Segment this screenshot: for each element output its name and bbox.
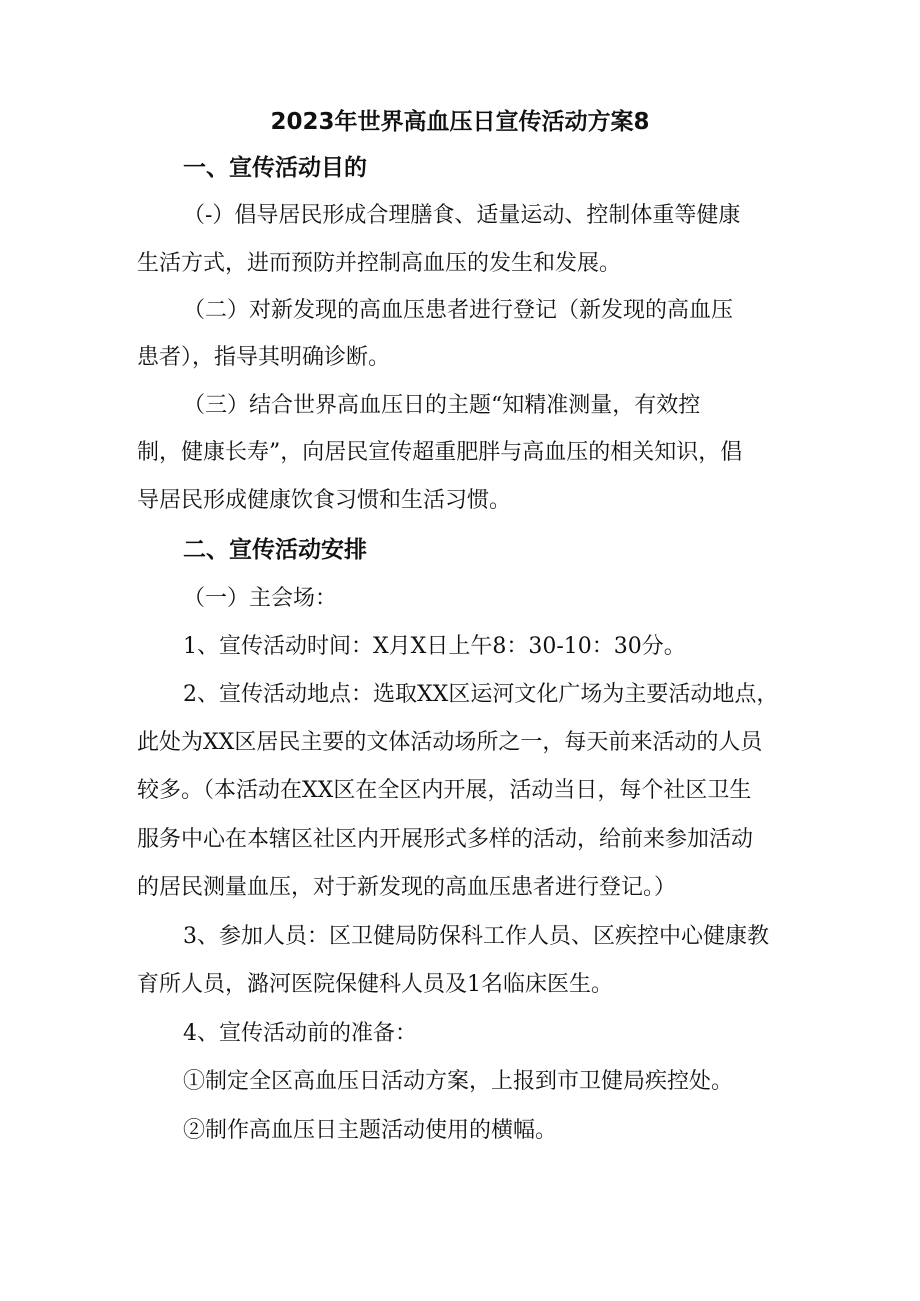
paragraph-line: 4、宣传活动前的准备： bbox=[183, 1021, 417, 1046]
paragraph-line: （二）对新发现的高血压患者进行登记（新发现的高血压 bbox=[183, 298, 734, 323]
paragraph-line: 1、宣传活动时间：X月X日上午8：30-10：30分。 bbox=[183, 634, 686, 659]
paragraph-line: ②制作高血压日主题活动使用的横幅。 bbox=[183, 1118, 558, 1143]
paragraph-line: （一）主会场： bbox=[183, 586, 338, 611]
paragraph-line: 育所人员，潞河医院保健科人员及1名临床医生。 bbox=[137, 972, 613, 997]
paragraph-line: 制，健康长寿”，向居民宣传超重肥胖与高血压的相关知识，倡 bbox=[137, 440, 743, 465]
paragraph-line: 的居民测量血压，对于新发现的高血压患者进行登记。） bbox=[137, 875, 677, 900]
document-title: 2023年世界高血压日宣传活动方案8 bbox=[270, 109, 650, 135]
paragraph-line: （三）结合世界高血压日的主题“知精准测量，有效控 bbox=[183, 393, 701, 418]
paragraph-line: ①制定全区高血压日活动方案，上报到市卫健局疾控处。 bbox=[183, 1069, 734, 1094]
paragraph-line: 此处为XX区居民主要的文体活动场所之一，每天前来活动的人员 bbox=[137, 730, 763, 755]
paragraph-line: 较多。（本活动在XX区在全区内开展，活动当日，每个社区卫生 bbox=[137, 778, 752, 803]
paragraph-line: 生活方式，进而预防并控制高血压的发生和发展。 bbox=[137, 251, 622, 276]
paragraph-line: 服务中心在本辖区社区内开展形式多样的活动，给前来参加活动 bbox=[137, 827, 754, 852]
paragraph-line: 患者），指导其明确诊断。 bbox=[137, 345, 391, 370]
section-1-heading: 一、宣传活动目的 bbox=[183, 155, 367, 181]
paragraph-line: 3、参加人员：区卫健局防保科工作人员、区疾控中心健康教 bbox=[183, 924, 769, 949]
paragraph-line: 导居民形成健康饮食习惯和生活习惯。 bbox=[137, 488, 512, 513]
paragraph-line: （-）倡导居民形成合理膳食、适量运动、控制体重等健康 bbox=[183, 203, 741, 228]
paragraph-line: 2、宣传活动地点：选取XX区运河文化广场为主要活动地点， bbox=[183, 682, 779, 707]
section-2-heading: 二、宣传活动安排 bbox=[183, 537, 367, 563]
